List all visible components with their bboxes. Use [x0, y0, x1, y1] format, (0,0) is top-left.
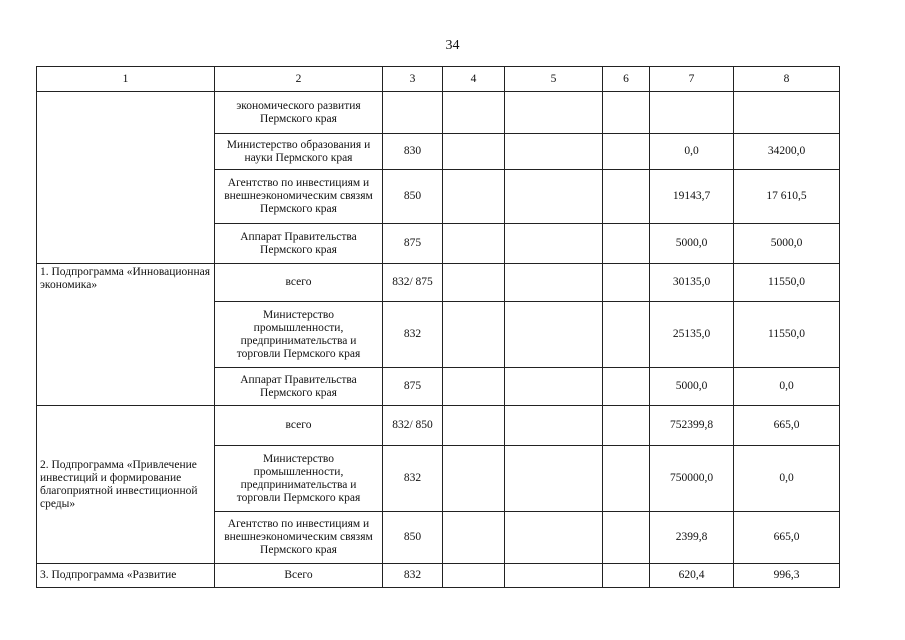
empty-cell — [443, 264, 505, 302]
code-cell: 875 — [383, 224, 443, 264]
empty-cell — [443, 92, 505, 134]
value-col8: 665,0 — [734, 406, 840, 446]
value-col7 — [650, 92, 734, 134]
executor-cell: экономического развития Пермского края — [215, 92, 383, 134]
empty-cell — [505, 92, 603, 134]
empty-cell — [505, 224, 603, 264]
code-cell: 850 — [383, 170, 443, 224]
empty-cell — [505, 264, 603, 302]
subprogram-1-title: 1. Подпрограмма «Инновационная экономика» — [37, 264, 215, 406]
code-cell: 832 — [383, 302, 443, 368]
col-header-2: 2 — [215, 67, 383, 92]
value-col8 — [734, 92, 840, 134]
empty-cell — [443, 446, 505, 512]
executor-cell: Агентство по инвестициям и внешнеэкономическим связям Пермского края — [215, 170, 383, 224]
executor-cell: всего — [215, 406, 383, 446]
empty-cell — [603, 406, 650, 446]
value-col8: 34200,0 — [734, 134, 840, 170]
empty-cell — [603, 368, 650, 406]
value-col8: 665,0 — [734, 512, 840, 564]
empty-cell — [443, 368, 505, 406]
value-col7: 25135,0 — [650, 302, 734, 368]
value-col7: 752399,8 — [650, 406, 734, 446]
empty-cell — [443, 406, 505, 446]
empty-cell — [505, 368, 603, 406]
value-col8: 0,0 — [734, 446, 840, 512]
empty-cell — [505, 446, 603, 512]
code-cell: 832 — [383, 564, 443, 588]
empty-cell — [505, 564, 603, 588]
empty-cell — [603, 302, 650, 368]
header-row — [37, 67, 840, 92]
empty-cell — [505, 512, 603, 564]
empty-cell — [443, 512, 505, 564]
table-row — [37, 564, 840, 588]
subprogram-3-title: 3. Подпрограмма «Развитие — [37, 564, 215, 588]
value-col8: 5000,0 — [734, 224, 840, 264]
col-header-1: 1 — [37, 67, 215, 92]
code-cell: 832/ 850 — [383, 406, 443, 446]
value-col7: 30135,0 — [650, 264, 734, 302]
empty-cell — [505, 134, 603, 170]
empty-cell — [603, 512, 650, 564]
empty-cell — [603, 564, 650, 588]
code-cell: 832/ 875 — [383, 264, 443, 302]
executor-cell: Всего — [215, 564, 383, 588]
table-row — [37, 406, 840, 446]
value-col7: 750000,0 — [650, 446, 734, 512]
executor-cell: Министерство образования и науки Пермского края — [215, 134, 383, 170]
value-col8: 11550,0 — [734, 302, 840, 368]
empty-cell — [443, 302, 505, 368]
code-cell: 830 — [383, 134, 443, 170]
empty-cell — [603, 446, 650, 512]
program-cell — [37, 92, 215, 264]
empty-cell — [603, 224, 650, 264]
executor-cell: Агентство по инвестициям и внешнеэкономическим связям Пермского края — [215, 512, 383, 564]
value-col8: 17 610,5 — [734, 170, 840, 224]
col-header-4: 4 — [443, 67, 505, 92]
subprogram-2-title: 2. Подпрограмма «Привлечение инвестиций и формирование благоприятной инвестиционной среды» — [37, 406, 215, 564]
value-col8: 0,0 — [734, 368, 840, 406]
empty-cell — [603, 264, 650, 302]
empty-cell — [505, 406, 603, 446]
empty-cell — [603, 134, 650, 170]
value-col7: 620,4 — [650, 564, 734, 588]
value-col8: 11550,0 — [734, 264, 840, 302]
executor-cell: Аппарат Правительства Пермского края — [215, 368, 383, 406]
value-col7: 19143,7 — [650, 170, 734, 224]
code-cell — [383, 92, 443, 134]
value-col7: 5000,0 — [650, 368, 734, 406]
value-col7: 0,0 — [650, 134, 734, 170]
budget-table — [36, 66, 840, 588]
executor-cell: Министерство промышленности, предпринимательства и торговли Пермского края — [215, 446, 383, 512]
col-header-3: 3 — [383, 67, 443, 92]
page-number: 34 — [445, 38, 460, 53]
empty-cell — [505, 302, 603, 368]
table-row — [37, 264, 840, 302]
code-cell: 850 — [383, 512, 443, 564]
col-header-5: 5 — [505, 67, 603, 92]
empty-cell — [443, 170, 505, 224]
empty-cell — [603, 170, 650, 224]
empty-cell — [603, 92, 650, 134]
value-col7: 5000,0 — [650, 224, 734, 264]
empty-cell — [443, 224, 505, 264]
executor-cell: всего — [215, 264, 383, 302]
table-row — [37, 92, 840, 134]
col-header-7: 7 — [650, 67, 734, 92]
empty-cell — [505, 170, 603, 224]
col-header-6: 6 — [603, 67, 650, 92]
value-col7: 2399,8 — [650, 512, 734, 564]
col-header-8: 8 — [734, 67, 840, 92]
code-cell: 832 — [383, 446, 443, 512]
value-col8: 996,3 — [734, 564, 840, 588]
executor-cell: Министерство промышленности, предпринимательства и торговли Пермского края — [215, 302, 383, 368]
empty-cell — [443, 564, 505, 588]
empty-cell — [443, 134, 505, 170]
code-cell: 875 — [383, 368, 443, 406]
executor-cell: Аппарат Правительства Пермского края — [215, 224, 383, 264]
